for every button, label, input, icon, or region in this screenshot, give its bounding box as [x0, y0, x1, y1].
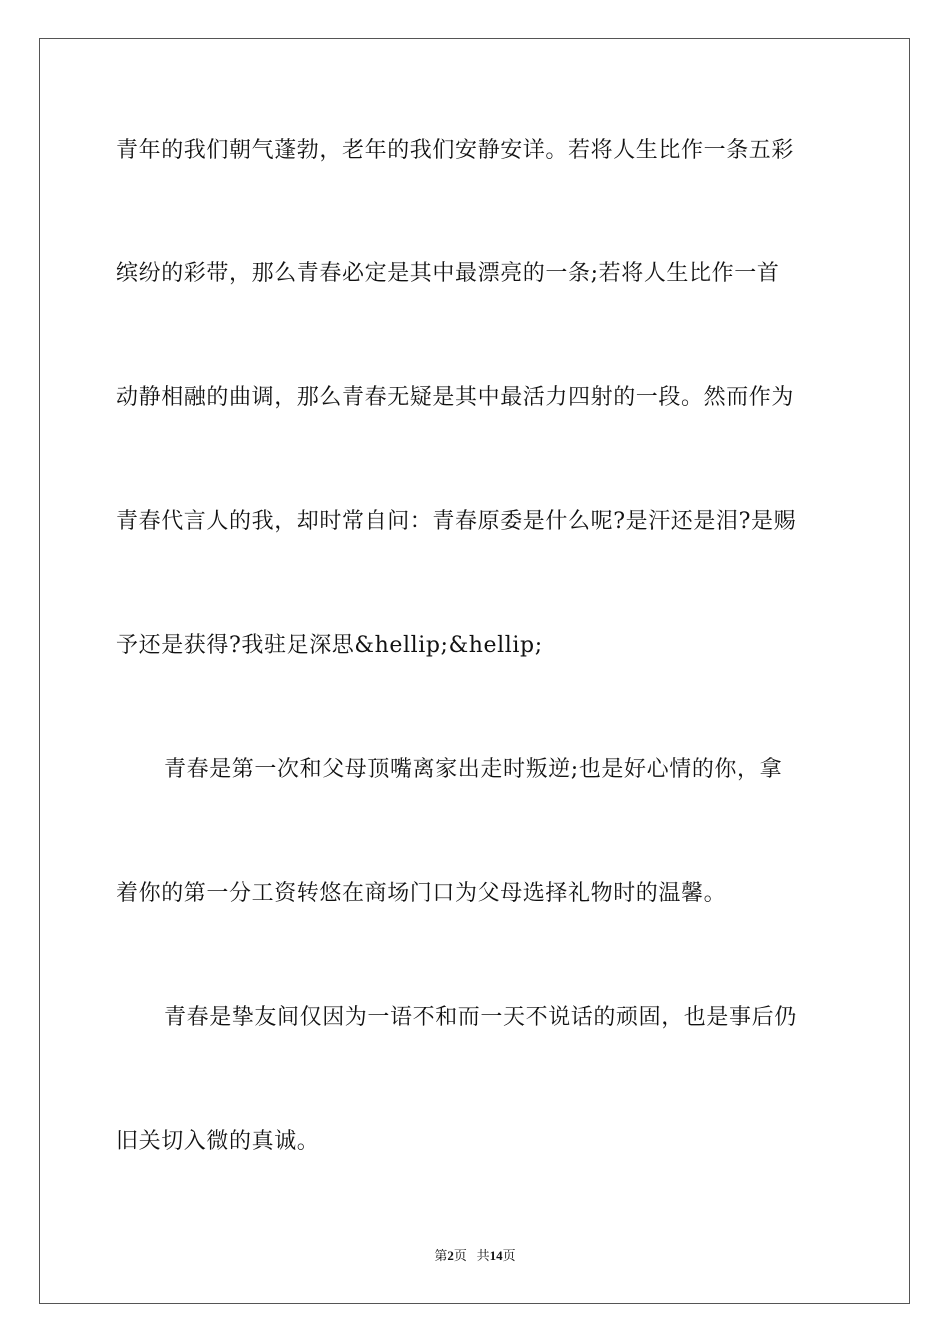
paragraph-line-4: 青春代言人的我，却时常自问：青春原委是什么呢?是汗还是泪?是赐 — [116, 509, 797, 534]
total-prefix: 共 — [476, 1248, 490, 1263]
page-footer — [0, 1247, 950, 1265]
page-suffix: 页 — [453, 1248, 467, 1263]
paragraph-line-7: 着你的第一分工资转悠在商场门口为父母选择礼物时的温馨。 — [116, 881, 727, 906]
page-prefix: 第 — [434, 1248, 448, 1263]
page-frame — [39, 38, 910, 1304]
paragraph-line-9: 旧关切入微的真诚。 — [116, 1129, 320, 1154]
total-suffix: 页 — [502, 1248, 516, 1263]
paragraph-line-5: 予还是获得?我驻足深思&hellip;&hellip; — [116, 633, 543, 658]
paragraph-line-6: 青春是第一次和父母顶嘴离家出走时叛逆;也是好心情的你，拿 — [164, 757, 783, 782]
page-number: 2 — [447, 1248, 454, 1263]
paragraph-line-2: 缤纷的彩带，那么青春必定是其中最漂亮的一条;若将人生比作一首 — [116, 261, 780, 286]
paragraph-line-1: 青年的我们朝气蓬勃，老年的我们安静安详。若将人生比作一条五彩 — [116, 138, 795, 163]
total-pages: 14 — [489, 1248, 503, 1263]
paragraph-line-8: 青春是挚友间仅因为一语不和而一天不说话的顽固，也是事后仍 — [164, 1005, 797, 1030]
paragraph-line-3: 动静相融的曲调，那么青春无疑是其中最活力四射的一段。然而作为 — [116, 385, 795, 410]
